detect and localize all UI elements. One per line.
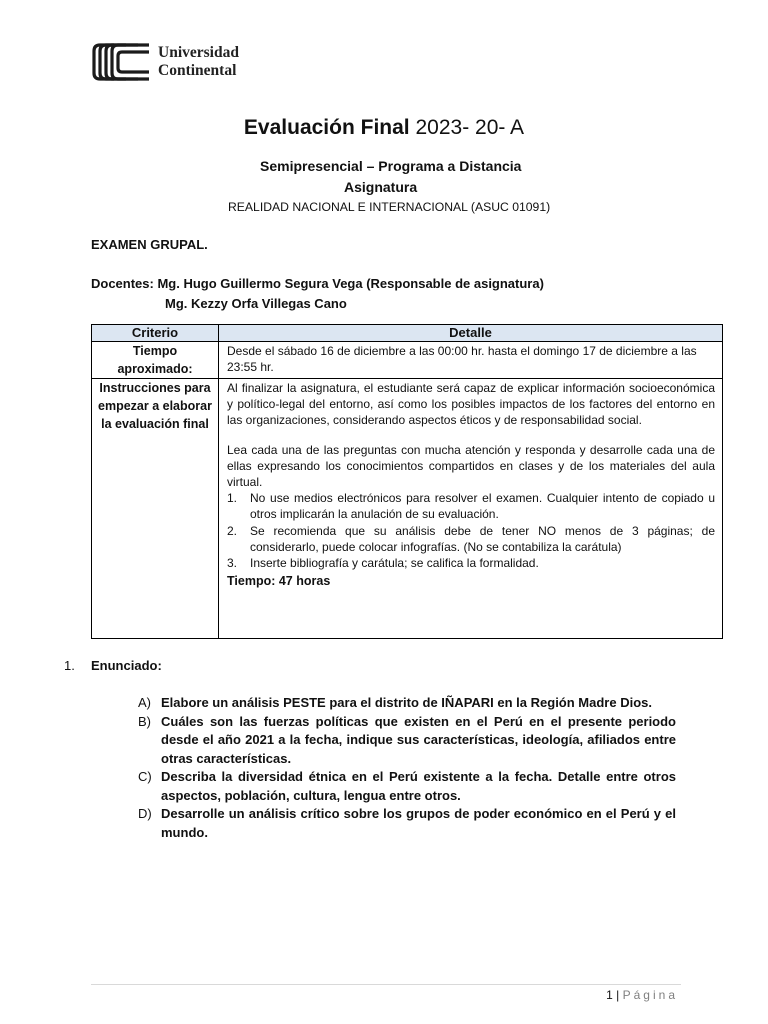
- instructions-paragraph-2: Lea cada una de las preguntas con mucha atención y responda y desarrolle cada una de ellas expresando los conocimientos compartidos en clases y de los materiales del aula virtual.: [227, 442, 715, 490]
- course-name: REALIDAD NACIONAL E INTERNACIONAL (ASUC 01091): [228, 200, 551, 214]
- footer-divider: [91, 984, 681, 985]
- title-year: 2023- 20- A: [415, 116, 525, 139]
- list-item: [227, 523, 715, 555]
- statement-label: Enunciado:: [91, 658, 162, 673]
- question-item: [138, 768, 676, 805]
- table-header-row: [92, 325, 723, 342]
- teacher-line-2: Mg. Kezzy Orfa Villegas Cano: [165, 296, 347, 311]
- question-letter: A): [138, 695, 151, 710]
- question-text: Elabore un análisis PESTE para el distrito de IÑAPARI en la Región Madre Dios.: [161, 695, 652, 710]
- logo-line-1: Universidad: [158, 44, 239, 61]
- logo-text: [158, 44, 239, 80]
- question-text: Desarrolle un análisis crítico sobre los grupos de poder económico en el Perú y el mundo.: [161, 806, 676, 840]
- question-item: [138, 805, 676, 842]
- university-logo: [92, 40, 252, 86]
- question-text: Cuáles son las fuerzas políticas que existen en el Perú en el presente periodo desde el año 2021 a la fecha, indique sus características, ideología, afiliados entre otras características.: [161, 713, 676, 766]
- criterio-instructions: Instrucciones para empezar a elaborar la evaluación final: [92, 379, 219, 639]
- page-footer: [606, 988, 678, 1002]
- page-title: [0, 116, 768, 140]
- table-row: [92, 342, 723, 379]
- subtitle: Semipresencial – Programa a Distancia: [260, 158, 522, 174]
- teacher-line-1: Docentes: Mg. Hugo Guillermo Segura Vega (Responsable de asignatura): [91, 276, 544, 291]
- question-letter: C): [138, 769, 152, 784]
- list-item: [227, 490, 715, 522]
- questions-list: [138, 694, 676, 842]
- list-item-text: Inserte bibliografía y carátula; se califica la formalidad.: [250, 556, 539, 571]
- question-letter: D): [138, 806, 152, 821]
- detalle-instructions: [219, 379, 723, 639]
- criterio-time: Tiempo aproximado:: [92, 342, 219, 379]
- question-text: Describa la diversidad étnica en el Perú existente a la fecha. Detalle entre otros aspectos, población, cultura, lengua entre otros.: [161, 769, 676, 803]
- detalle-time: Desde el sábado 16 de diciembre a las 00:00 hr. hasta el domingo 17 de diciembre a las 23:55 hr.: [219, 342, 723, 379]
- question-letter: B): [138, 713, 151, 729]
- title-main: Evaluación Final: [243, 116, 410, 139]
- col-header-criterio: Criterio: [92, 325, 219, 342]
- logo-line-2: Continental: [158, 62, 237, 79]
- list-item: [227, 555, 715, 571]
- list-item-number: 1.: [227, 491, 238, 506]
- col-header-detalle: Detalle: [219, 325, 723, 342]
- page-number: 1: [606, 988, 613, 1002]
- list-item-text: Se recomienda que su análisis debe de tener NO menos de 3 páginas; de considerarlo, puede colocar infografías. (No se contabiliza la carátula): [250, 523, 715, 554]
- list-item-number: 2.: [227, 523, 238, 538]
- instructions-paragraph-1: Al finalizar la asignatura, el estudiante será capaz de explicar información socioeconómica y político-legal del entorno, así como los posibles impactos de los factores del entorno en las organizaciones, considerando aspectos éticos y de responsabilidad social.: [227, 381, 715, 428]
- time-limit: Tiempo: 47 horas: [227, 574, 331, 589]
- question-item: [138, 694, 676, 713]
- asignatura-label: Asignatura: [344, 179, 418, 195]
- statement-number: 1.: [64, 658, 75, 673]
- instructions-list: [227, 490, 715, 571]
- list-item-number: 3.: [227, 556, 238, 571]
- exam-type: EXAMEN GRUPAL.: [91, 237, 208, 252]
- table-row: [92, 379, 723, 639]
- list-item-text: No use medios electrónicos para resolver el examen. Cualquier intento de copiado u otros implicarán la anulación de su evaluación.: [250, 491, 715, 522]
- evaluation-info-table: [91, 324, 723, 639]
- footer-separator: |: [616, 988, 620, 1002]
- question-item: [138, 713, 676, 769]
- page-word: Página: [622, 988, 678, 1002]
- teachers-block: [91, 274, 544, 314]
- university-logo-icon: [92, 42, 150, 82]
